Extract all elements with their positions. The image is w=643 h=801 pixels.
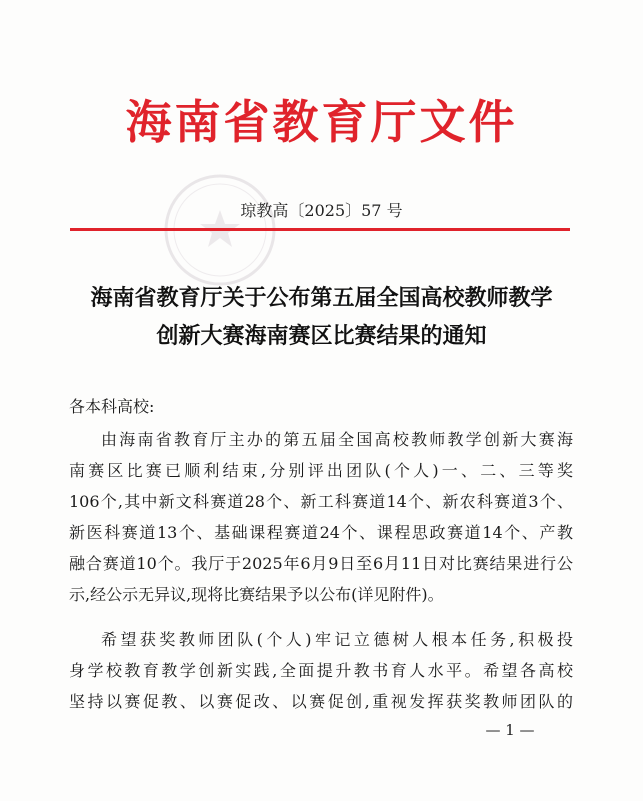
title-line: 海南省教育厅关于公布第五届全国高校教师教学 <box>90 286 553 311</box>
document-number: 琼教高〔2025〕57 号 <box>240 201 403 220</box>
text-line: 由海南省教育厅主办的第五届全国高校教师教学创新大赛海 <box>101 430 573 449</box>
masthead-title: 海南省教育厅文件 <box>125 95 518 149</box>
text-line: 坚持以赛促教、以赛促改、以赛促创,重视发挥获奖教师团队的 <box>69 692 573 711</box>
red-divider-line <box>70 228 570 231</box>
page-number: — 1 — <box>485 721 535 739</box>
body-paragraph <box>69 624 573 717</box>
text-line: 南赛区比赛已顺利结束,分别评出团队(个人)一、二、三等奖 <box>69 461 573 480</box>
text-line: 106个,其中新文科赛道28个、新工科赛道14个、新农科赛道3个、 <box>69 492 573 511</box>
text-line: 身学校教育教学创新实践,全面提升教书育人水平。希望各高校 <box>69 661 573 680</box>
title-line: 创新大赛海南赛区比赛结果的通知 <box>156 324 487 349</box>
salutation: 各本科高校: <box>69 397 155 416</box>
text-line: 希望获奖教师团队(个人)牢记立德树人根本任务,积极投 <box>101 630 573 649</box>
text-line: 示,经公示无异议,现将比赛结果予以公布(详见附件)。 <box>69 585 444 604</box>
text-line: 新医科赛道13个、基础课程赛道24个、课程思政赛道14个、产教 <box>69 523 573 542</box>
notice-title <box>40 280 603 356</box>
text-line: 融合赛道10个。我厅于2025年6月9日至6月11日对比赛结果进行公 <box>69 554 573 573</box>
body-paragraph <box>69 424 573 610</box>
